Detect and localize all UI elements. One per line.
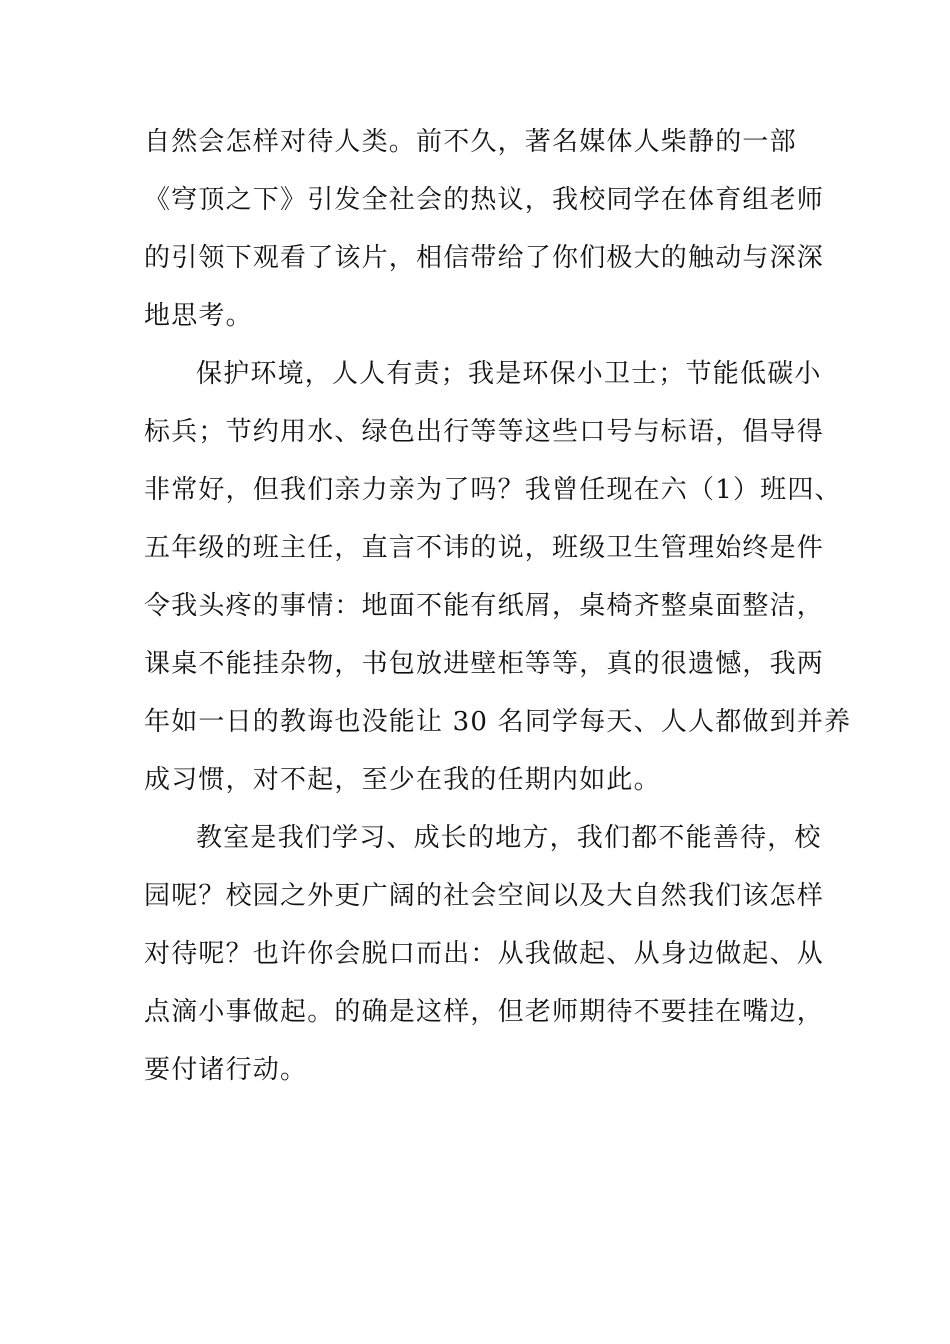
paragraph-2-line-2: 标兵；节约用水、绿色出行等等这些口号与标语，倡导得	[144, 417, 825, 447]
paragraph-2-line-1: 保护环境，人人有责；我是环保小卫士；节能低碳小	[196, 359, 822, 389]
paragraph-3-line-2: 园呢？校园之外更广阔的社会空间以及大自然我们该怎样	[144, 881, 825, 911]
paragraph-1-line-4: 地思考。	[144, 301, 253, 331]
paragraph-2-line-8: 成习惯，对不起，至少在我的任期内如此。	[144, 765, 661, 795]
paragraph-3-line-1: 教室是我们学习、成长的地方，我们都不能善待，校	[196, 823, 822, 853]
paragraph-2-line-6: 课桌不能挂杂物，书包放进壁柜等等，真的很遗憾，我两	[144, 649, 825, 679]
paragraph-2-line-5: 令我头疼的事情：地面不能有纸屑，桌椅齐整桌面整洁，	[144, 591, 825, 621]
paragraph-1-line-2: 《穹顶之下》引发全社会的热议，我校同学在体育组老师	[144, 185, 825, 215]
paragraph-3-line-4: 点滴小事做起。的确是这样，但老师期待不要挂在嘴边，	[144, 997, 825, 1027]
paragraph-3-line-3: 对待呢？也许你会脱口而出：从我做起、从身边做起、从	[144, 939, 825, 969]
paragraph-2-line-4: 五年级的班主任，直言不讳的说，班级卫生管理始终是件	[144, 533, 825, 563]
paragraph-1-line-1: 自然会怎样对待人类。前不久，著名媒体人柴静的一部	[144, 127, 797, 157]
paragraph-2-line-3: 非常好，但我们亲力亲为了吗？我曾任现在六（1）班四、	[144, 475, 842, 505]
paragraph-1-line-3: 的引领下观看了该片，相信带给了你们极大的触动与深深	[144, 243, 825, 273]
paragraph-2-line-7: 年如一日的教诲也没能让 30 名同学每天、人人都做到并养	[144, 707, 852, 737]
paragraph-3-line-5: 要付诸行动。	[144, 1055, 308, 1085]
